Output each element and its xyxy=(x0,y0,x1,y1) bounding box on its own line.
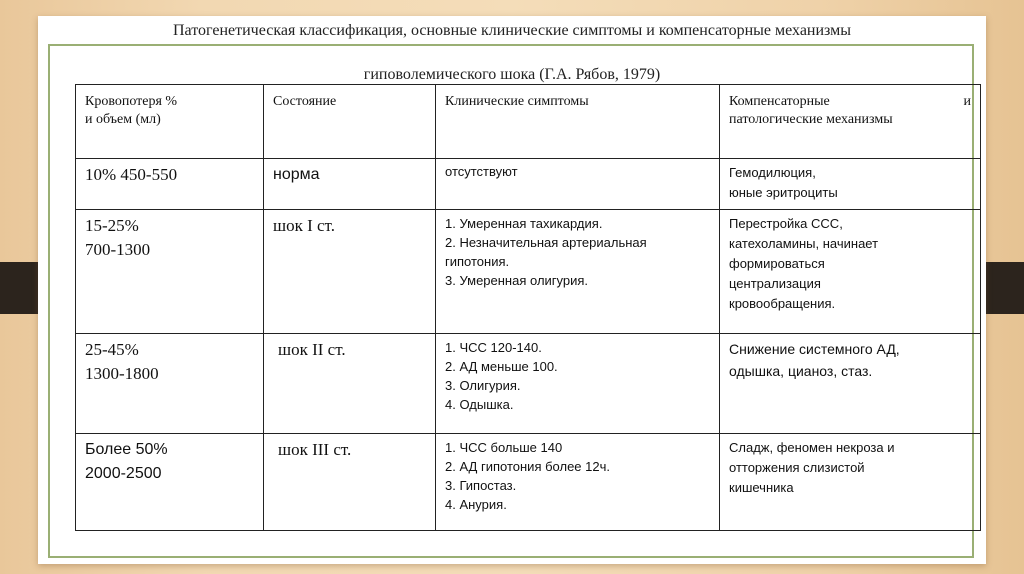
cell-mechanisms xyxy=(720,334,981,434)
table-row xyxy=(76,159,981,210)
cell-state: шок III ст. xyxy=(264,434,436,531)
cell-mechanisms xyxy=(720,434,981,531)
cell-text: 1300-1800 xyxy=(85,364,159,383)
table-row xyxy=(76,434,981,531)
cell-symptoms xyxy=(436,334,720,434)
cell-text: юные эритроциты xyxy=(729,185,838,200)
cell-text: отторжения слизистой xyxy=(729,460,865,475)
cell-text: формироваться xyxy=(729,256,825,271)
header-text: Кровопотеря % xyxy=(85,94,178,109)
cell-text: Сладж, феномен некроза и xyxy=(729,440,895,455)
slide-title-line1: Патогенетическая классификация, основные клинические симптомы и компенсаторные механизмы xyxy=(172,22,852,39)
cell-mechanisms xyxy=(720,159,981,210)
shock-classification-table xyxy=(75,84,981,531)
header-text: и объем (мл) xyxy=(85,112,161,127)
cell-text: 1. Умеренная тахикардия. xyxy=(445,216,603,231)
cell-text: 700-1300 xyxy=(85,240,151,259)
cell-text: 2. Незначительная артериальная xyxy=(445,235,647,250)
cell-state: шок I ст. xyxy=(264,210,436,334)
cell-text: 1. ЧСС 120-140. xyxy=(445,340,542,355)
cell-blood-loss xyxy=(76,334,264,434)
cell-text: централизация xyxy=(729,276,821,291)
cell-blood-loss xyxy=(76,210,264,334)
cell-text: 10% 450-550 xyxy=(85,165,178,184)
cell-text: 1. ЧСС больше 140 xyxy=(445,440,563,455)
cell-text: 15-25% xyxy=(85,216,139,235)
cell-blood-loss xyxy=(76,159,264,210)
cell-symptoms xyxy=(436,159,720,210)
cell-text: 4. Одышка. xyxy=(445,397,514,412)
header-mechanisms xyxy=(720,85,981,159)
cell-state: норма xyxy=(264,159,436,210)
cell-state: шок II ст. xyxy=(264,334,436,434)
cell-text: 4. Анурия. xyxy=(445,497,507,512)
cell-text: Перестройка ССС, xyxy=(729,216,843,231)
cell-text: 25-45% xyxy=(85,340,139,359)
cell-text: Гемодилюция, xyxy=(729,165,816,180)
cell-text: Снижение системного АД, xyxy=(729,341,900,357)
cell-blood-loss xyxy=(76,434,264,531)
cell-mechanisms xyxy=(720,210,981,334)
header-state: Состояние xyxy=(264,85,436,159)
cell-text: катехоламины, начинает xyxy=(729,236,879,251)
header-symptoms: Клинические симптомы xyxy=(436,85,720,159)
header-text: патологические механизмы xyxy=(729,112,893,127)
cell-text: 2. АД меньше 100. xyxy=(445,359,558,374)
cell-text: кишечника xyxy=(729,480,794,495)
slide-card xyxy=(38,16,986,564)
cell-symptoms xyxy=(436,434,720,531)
slide-title-line2: гиповолемического шока (Г.А. Рябов, 1979) xyxy=(363,66,661,83)
cell-symptoms xyxy=(436,210,720,334)
cell-text: 2. АД гипотония более 12ч. xyxy=(445,459,610,474)
cell-text: одышка, цианоз, стаз. xyxy=(729,363,873,379)
cell-text: 3. Олигурия. xyxy=(445,378,521,393)
cell-text: 3. Гипостаз. xyxy=(445,478,517,493)
cell-text: отсутствуют xyxy=(445,164,518,179)
header-blood-loss xyxy=(76,85,264,159)
cell-text: 3. Умеренная олигурия. xyxy=(445,273,589,288)
cell-text: кровообращения. xyxy=(729,296,836,311)
cell-text: гипотония. xyxy=(445,254,510,269)
cell-text: Более 50% xyxy=(85,441,168,458)
table-header-row xyxy=(76,85,981,159)
table-row xyxy=(76,334,981,434)
cell-text: 2000-2500 xyxy=(85,465,162,482)
header-text: Компенсаторные и xyxy=(729,94,971,109)
table-row xyxy=(76,210,981,334)
